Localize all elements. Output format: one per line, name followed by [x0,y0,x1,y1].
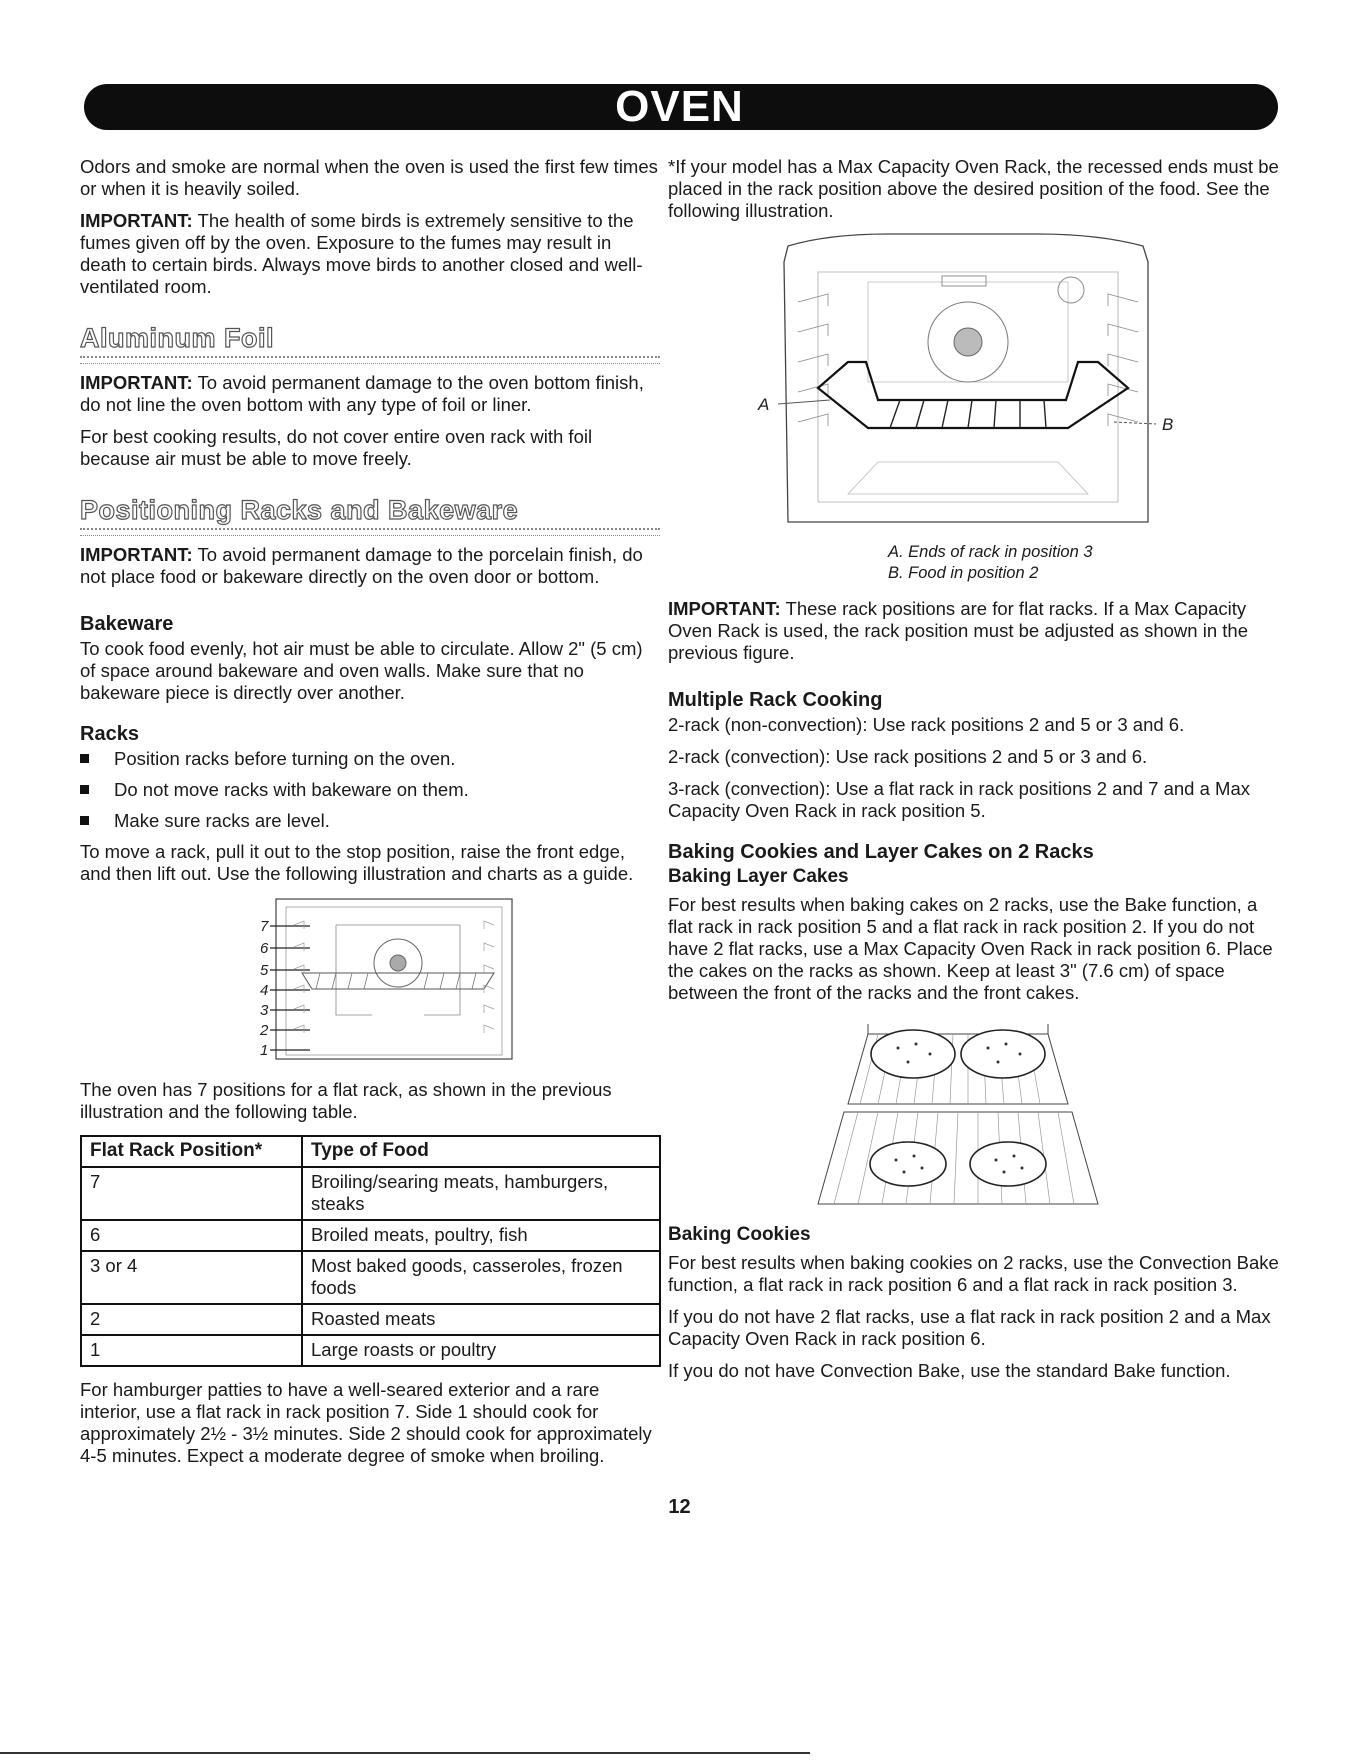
positioning-important-text: To avoid permanent damage to the porcelain finish, do not place food or bakeware directly on the oven door or bottom. [80,544,643,587]
left-column [80,156,660,1477]
cookies-text: If you do not have 2 flat racks, use a flat rack in rack position 2 and a Max Capacity Oven Rack in rack position 6. [668,1306,1271,1349]
table-cell: 7 [81,1167,302,1220]
right-column [668,156,1283,1392]
table-cell: Roasted meats [302,1304,660,1335]
table-row [81,1220,660,1251]
positioning-important [80,544,660,588]
rack-position-table [80,1135,661,1367]
table-cell: 6 [81,1220,302,1251]
birds-warning [80,210,660,298]
intro-text: Odors and smoke are normal when the oven is used the first few times or when it is heavily soiled. [80,156,658,199]
table-cell: 3 or 4 [81,1251,302,1304]
max-capacity-rack-illustration [668,232,1283,532]
birds-text: The health of some birds is extremely sensitive to the fumes given off by the oven. Exposure to the fumes may result in death to certain birds. Always move birds to another closed and well-ventilated room. [80,210,643,297]
table-cell: 2 [81,1304,302,1335]
table-header: Type of Food [302,1136,660,1167]
foil-important [80,372,660,416]
table-row [81,1251,660,1304]
table-cell: Most baked goods, casseroles, frozen foods [302,1251,660,1304]
list-item: Position racks before turning on the oven. [80,748,660,770]
layer-cakes-text: For best results when baking cakes on 2 racks, use the Bake function, a flat rack in rack position 5 and a flat rack in rack position 2. If you do not have 2 flat racks, use a Max Capacity Oven Rack in rack position 6. Place the cakes on the racks as shown. Keep at least 3" (7.6 cm) of space between the front of the racks and the front cakes. [668,894,1273,1003]
rack-number: 6 [260,940,269,957]
important-label: IMPORTANT: [668,598,781,619]
caption-b: B. Food in position 2 [888,564,1039,582]
rack-number: 7 [260,918,269,935]
racks-heading: Racks [80,723,139,745]
footer-rule [0,1752,810,1754]
multiple-rack-heading: Multiple Rack Cooking [668,689,883,711]
section-divider [80,528,660,536]
multiple-rack-line: 2-rack (non-convection): Use rack positions 2 and 5 or 3 and 6. [668,714,1185,735]
page-title: OVEN [615,82,744,131]
cookies-text: For best results when baking cookies on 2 racks, use the Convection Bake function, a flat rack in rack position 6 and a flat rack in rack position 3. [668,1252,1279,1295]
cookies-text: If you do not have Convection Bake, use the standard Bake function. [668,1360,1231,1381]
positions-text: The oven has 7 positions for a flat rack, as shown in the previous illustration and the following table. [80,1079,612,1122]
table-header: Flat Rack Position* [81,1136,302,1167]
list-item: Do not move racks with bakeware on them. [80,779,660,801]
section-divider [80,356,660,364]
table-row [81,1167,660,1220]
page-number: 12 [668,1496,691,1518]
multiple-rack-line: 2-rack (convection): Use rack positions 2 and 5 or 3 and 6. [668,746,1148,767]
rack-number: 5 [260,962,269,979]
positioning-heading: Positioning Racks and Bakeware [80,495,519,525]
table-cell: Broiling/searing meats, hamburgers, steaks [302,1167,660,1220]
max-capacity-text: *If your model has a Max Capacity Oven Rack, the recessed ends must be placed in the rack position above the desired position of the food. See the following illustration. [668,156,1279,221]
rack-number: 1 [260,1042,269,1059]
rack-number: 4 [260,982,269,999]
rack-number: 2 [260,1022,269,1039]
baking-cookies-heading: Baking Cookies [668,1224,811,1245]
table-header-row [81,1136,660,1167]
rack-number: 3 [260,1002,269,1019]
racks-text: To move a rack, pull it out to the stop position, raise the front edge, and then lift out. Use the following illustration and charts as a guide. [80,841,634,884]
flat-racks-important [668,598,1283,664]
table-row [81,1304,660,1335]
oven-rack-positions-illustration [80,895,660,1065]
layer-cakes-heading: Baking Layer Cakes [668,866,849,887]
foil-tip: For best cooking results, do not cover entire oven rack with foil because air must be able to move freely. [80,426,593,469]
important-label: IMPORTANT: [80,372,193,393]
table-cell: Broiled meats, poultry, fish [302,1220,660,1251]
bakeware-heading: Bakeware [80,613,174,635]
table-cell: Large roasts or poultry [302,1335,660,1366]
hamburger-text: For hamburger patties to have a well-seared exterior and a rare interior, use a flat rack in rack position 7. Side 1 should cook for approximately 2½ - 3½ minutes. Side 2 should cook for approximately 4-5 minutes. Expect a moderate degree of smoke when broiling. [80,1379,652,1466]
figure-label-a: A [758,395,770,414]
table-row [81,1335,660,1366]
table-cell: 1 [81,1335,302,1366]
cakes-on-racks-illustration [668,1014,1283,1214]
foil-important-text: To avoid permanent damage to the oven bottom finish, do not line the oven bottom with any type of foil or liner. [80,372,644,415]
flat-racks-text: These rack positions are for flat racks. If a Max Capacity Oven Rack is used, the rack position must be adjusted as shown in the previous figure. [668,598,1248,663]
bakeware-text: To cook food evenly, hot air must be able to circulate. Allow 2" (5 cm) of space around bakeware and oven walls. Make sure that no bakeware piece is directly over another. [80,638,643,703]
cookies-cakes-heading: Baking Cookies and Layer Cakes on 2 Racks [668,841,1094,863]
list-item: Make sure racks are level. [80,810,660,832]
aluminum-foil-heading: Aluminum Foil [80,323,274,353]
caption-a: A. Ends of rack in position 3 [888,543,1093,561]
multiple-rack-line: 3-rack (convection): Use a flat rack in rack positions 2 and 7 and a Max Capacity Oven Rack in rack position 5. [668,778,1250,821]
racks-bullet-list [80,748,660,832]
figure-label-b: B [1162,415,1174,434]
important-label: IMPORTANT: [80,544,193,565]
important-label: IMPORTANT: [80,210,193,231]
figure-caption [888,542,1283,584]
